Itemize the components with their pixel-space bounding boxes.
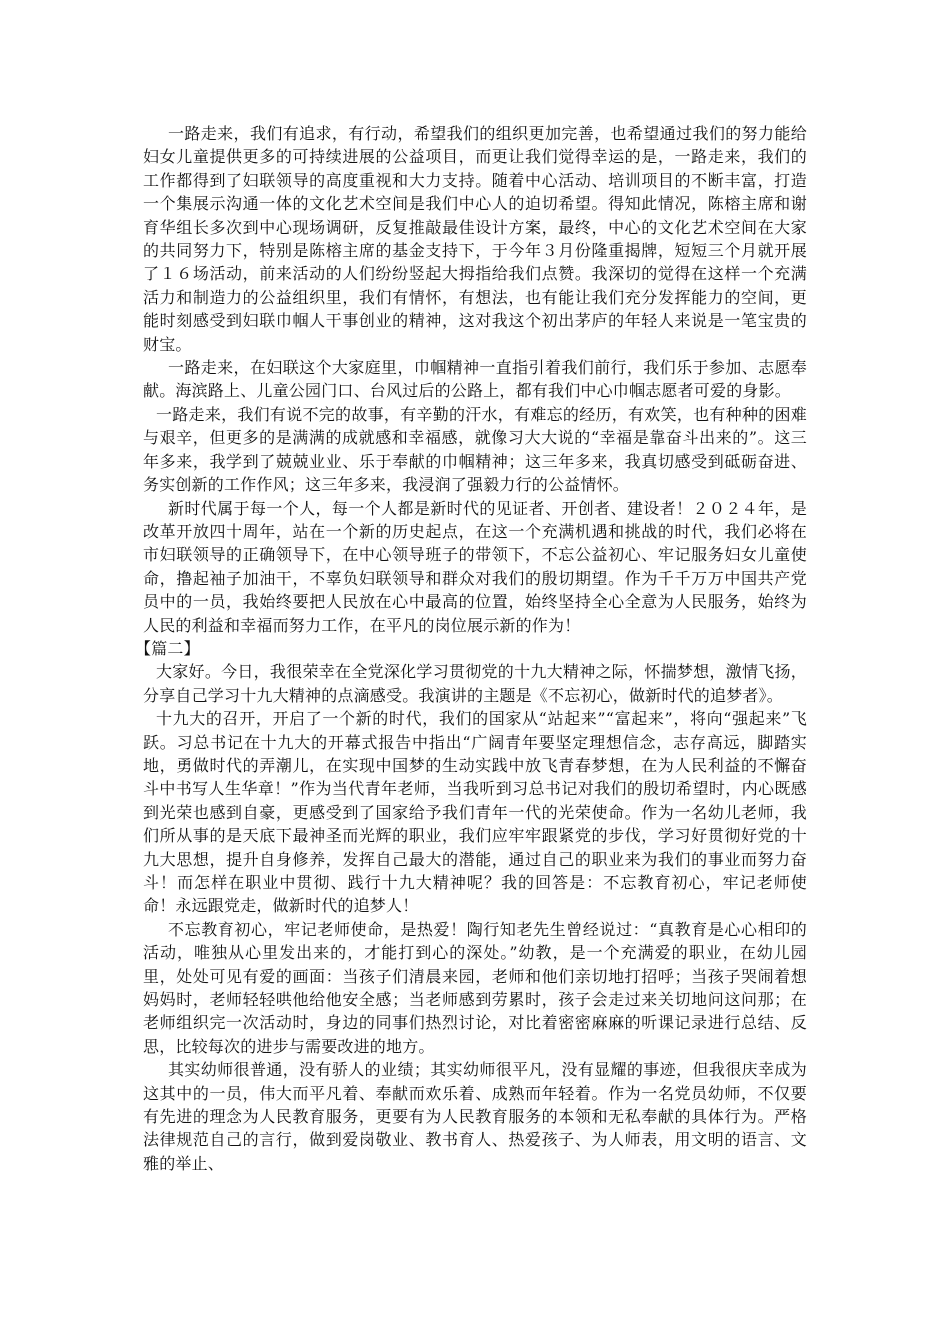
paragraph-7: 不忘教育初心，牢记老师使命，是热爱！陶行知老先生曾经说过：“真教育是心心相印的活动，唯独从心里发出来的，才能打到心的深处。”幼教，是一个充满爱的职业，在幼儿园里，处处可见有爱的画面：当孩子们清晨来园，老师和他们亲切地打招呼；当孩子哭闹着想妈妈时，老师轻轻哄他给他安全感；当老师感到劳累时，孩子会走过来关切地问这问那；在老师组织完一次活动时，身边的同事们热烈讨论，对比着密密麻麻的听课记录进行总结、反思，比较每次的进步与需要改进的地方。 <box>143 919 807 1056</box>
paragraph-1: 一路走来，我们有追求，有行动，希望我们的组织更加完善，也希望通过我们的努力能给妇女儿童提供更多的可持续进展的公益项目，而更让我们觉得幸运的是，一路走来，我们的工作都得到了妇联领导的高度重视和大力支持。随着中心活动、培训项目的不断丰富，打造一个集展示沟通一体的文化艺术空间是我们中心人的迫切希望。得知此情况，陈榕主席和谢育华组长多次到中心现场调研，反复推敲最佳设计方案，最终，中心的文化艺术空间在大家的共同努力下，特别是陈榕主席的基金支持下，于今年３月份隆重揭牌，短短三个月就开展了１６场活动，前来活动的人们纷纷竖起大拇指给我们点赞。我深切的觉得在这样一个充满活力和制造力的公益组织里，我们有情怀，有想法，也有能让我们充分发挥能力的空间，更能时刻感受到妇联巾帼人干事创业的精神，这对我这个初出茅庐的年轻人来说是一笔宝贵的财宝。 <box>143 124 807 354</box>
paragraph-3: 一路走来，我们有说不完的故事，有辛勤的汗水，有难忘的经历，有欢笑，也有种种的困难与艰辛，但更多的是满满的成就感和幸福感，就像习大大说的“幸福是靠奋斗出来的”。这三年多来，我学到了兢兢业业、乐于奉献的巾帼精神；这三年多来，我真切感受到砥砺奋进、务实创新的工作作风；这三年多来，我浸润了强毅力行的公益情怀。 <box>143 404 807 495</box>
paragraph-2: 一路走来，在妇联这个大家庭里，巾帼精神一直指引着我们前行，我们乐于参加、志愿奉献。海滨路上、儿童公园门口、台风过后的公路上，都有我们中心巾帼志愿者可爱的身影。 <box>143 358 807 401</box>
paragraph-5: 大家好。今日，我很荣幸在全党深化学习贯彻党的十九大精神之际，怀揣梦想，激情飞扬，分享自己学习十九大精神的点滴感受。我演讲的主题是《不忘初心，做新时代的追梦者》。 <box>143 662 807 705</box>
paragraph-8: 其实幼师很普通，没有骄人的业绩；其实幼师很平凡，没有显耀的事迹，但我很庆幸成为这其中的一员，伟大而平凡着、奉献而欢乐着、成熟而年轻着。作为一名党员幼师，不仅要有先进的理念为人民教育服务，更要有为人民教育服务的本领和无私奉献的具体行为。严格法律规范自己的言行，做到爱岗敬业、教书育人、热爱孩子、为人师表，用文明的语言、文雅的举止、 <box>143 1060 807 1173</box>
paragraph-6: 十九大的召开，开启了一个新的时代，我们的国家从“站起来”“富起来”，将向“强起来”飞跃。习总书记在十九大的开幕式报告中指出“广阔青年要坚定理想信念，志存高远，脚踏实地，勇做时代的弄潮儿，在实现中国梦的生动实践中放飞青春梦想，在为人民利益的不懈奋斗中书写人生华章！”作为当代青年老师，当我听到习总书记对我们的殷切希望时，内心既感到光荣也感到自豪，更感受到了国家给予我们青年一代的光荣使命。作为一名幼儿老师，我们所从事的是天底下最神圣而光辉的职业，我们应牢牢跟紧党的步伐，学习好贯彻好党的十九大思想，提升自身修养，发挥自己最大的潜能，通过自己的职业来为我们的事业而努力奋斗！而怎样在职业中贯彻、践行十九大精神呢？我的回答是：不忘教育初心，牢记老师使命！永远跟党走，做新时代的追梦人！ <box>143 709 807 916</box>
section-heading: 【篇二】 <box>135 638 200 658</box>
paragraph-4: 新时代属于每一个人，每一个人都是新时代的见证者、开创者、建设者！２０２４年，是改革开放四十周年，站在一个新的历史起点，在这一个充满机遇和挑战的时代，我们必将在市妇联领导的正确领导下，在中心领导班子的带领下，不忘公益初心、牢记服务妇女儿童使命，撸起袖子加油干，不辜负妇联领导和群众对我们的殷切期望。作为千千万万中国共产党员中的一员，我始终要把人民放在心中最高的位置，始终坚持全心全意为人民服务，始终为人民的利益和幸福而努力工作，在平凡的岗位展示新的作为！ <box>143 498 807 635</box>
document-page <box>135 122 807 1175</box>
